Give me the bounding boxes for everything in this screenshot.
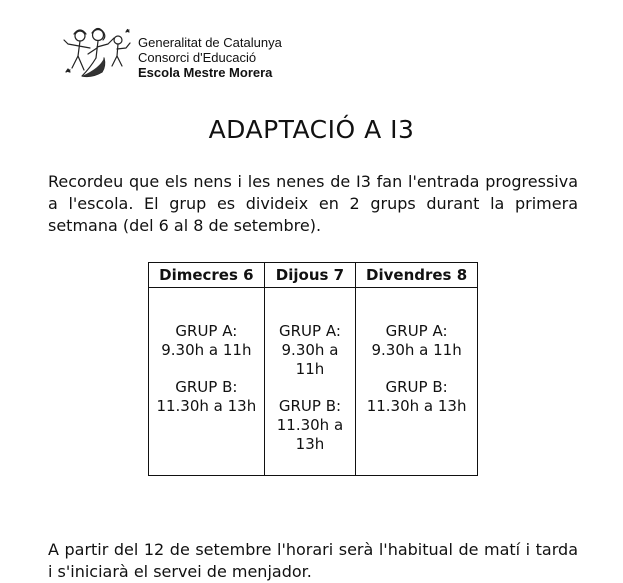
org-line-consorci: Consorci d'Educació (138, 50, 257, 65)
school-logo-figures-icon (60, 26, 134, 84)
schedule-cell-divendres (356, 288, 478, 476)
slot-group-label: GRUP A: (175, 322, 238, 340)
slot-group-b (267, 397, 354, 454)
slot-group-a (267, 322, 354, 379)
slot-time: 9.30h a 11h (281, 341, 339, 378)
organization-lines (138, 35, 282, 80)
schedule-body-row (149, 288, 478, 476)
slot-group-b (151, 378, 262, 416)
slot-group-label: GRUP A: (279, 322, 341, 340)
closing-paragraph: A partir del 12 de setembre l'horari serà l'habitual de matí i tarda i s'iniciarà el servei de menjador. (48, 540, 578, 581)
slot-group-b (358, 378, 475, 416)
schedule-cell-dimecres (149, 288, 265, 476)
slot-time: 9.30h a 11h (371, 341, 462, 359)
schedule-header-row (149, 263, 478, 288)
schedule-cell-dijous (264, 288, 356, 476)
slot-group-label: GRUP B: (278, 397, 342, 415)
slot-time: 11.30h a 13h (156, 397, 257, 415)
day-header-dijous: Dijous 7 (264, 263, 356, 288)
day-header-divendres: Divendres 8 (356, 263, 478, 288)
slot-group-label: GRUP B: (175, 378, 238, 396)
slot-time: 11.30h a 13h (276, 416, 344, 453)
day-header-dimecres: Dimecres 6 (149, 263, 265, 288)
slot-time: 9.30h a 11h (161, 341, 252, 359)
school-name: Escola Mestre Morera (138, 65, 273, 80)
letterhead (60, 26, 380, 86)
schedule-table (148, 262, 478, 476)
slot-group-a (358, 322, 475, 360)
page-title: ADAPTACIÓ A I3 (208, 114, 415, 144)
slot-group-label: GRUP A: (385, 322, 448, 340)
intro-paragraph: Recordeu que els nens i les nenes de I3 fan l'entrada progressiva a l'escola. El grup es divideix en 2 grups durant la primera setmana (del 6 al 8 de setembre). (48, 172, 578, 235)
slot-time: 11.30h a 13h (366, 397, 467, 415)
org-line-generalitat: Generalitat de Catalunya (138, 35, 282, 50)
slot-group-label: GRUP B: (385, 378, 448, 396)
slot-group-a (151, 322, 262, 360)
